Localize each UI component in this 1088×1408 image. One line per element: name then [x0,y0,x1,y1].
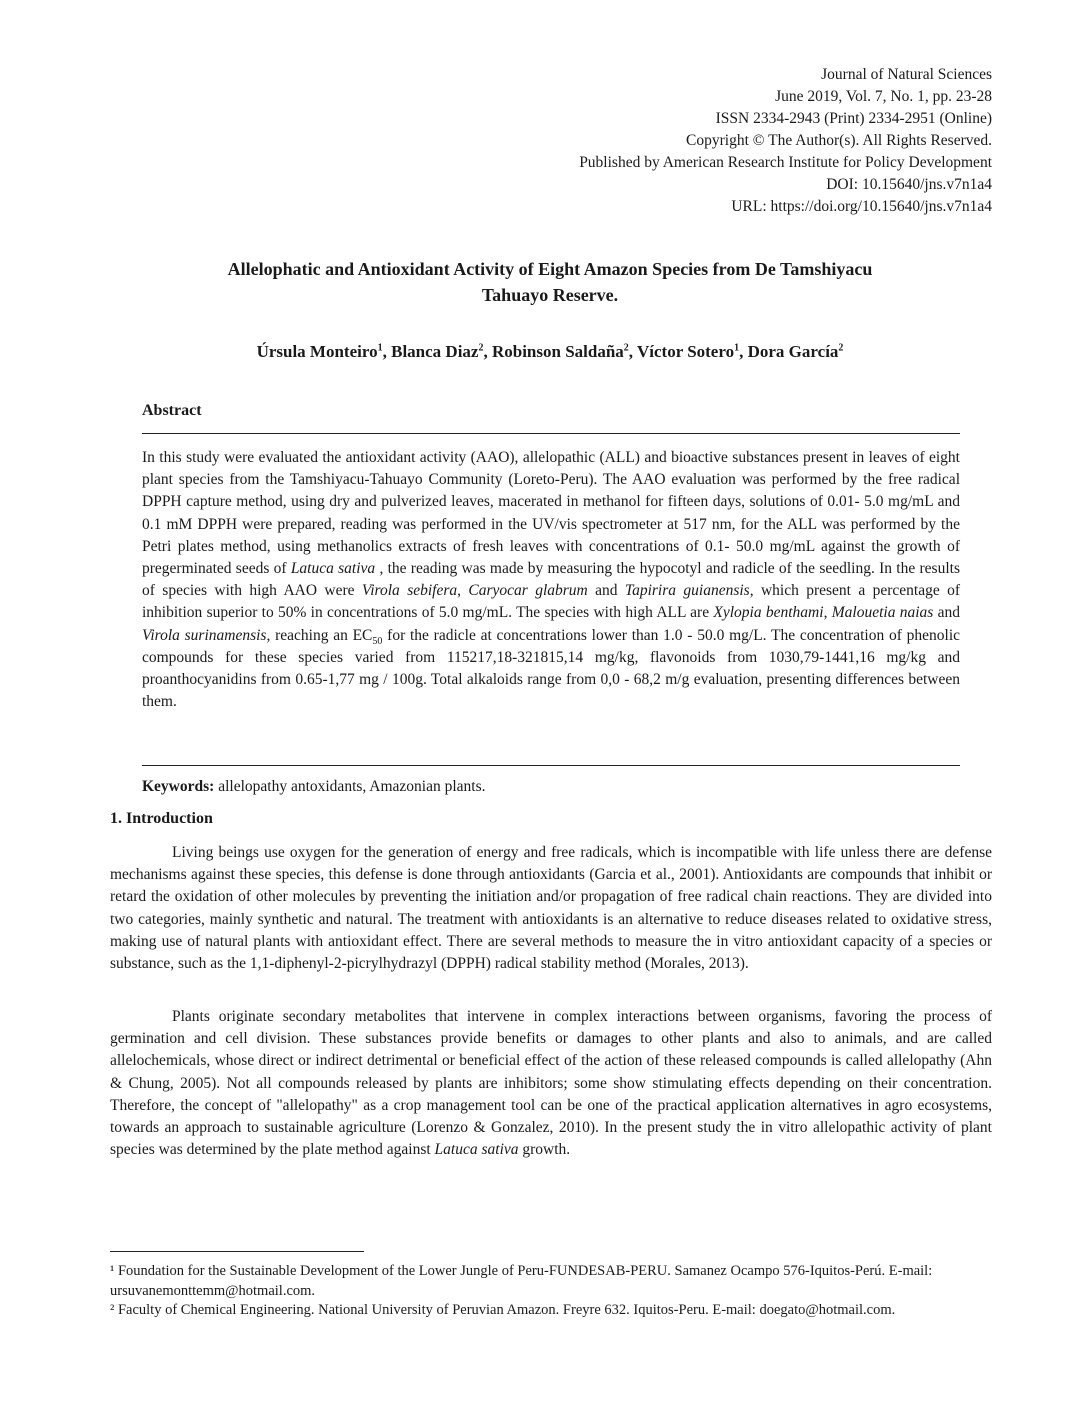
abstract-body [142,447,960,713]
journal-doi: DOI: 10.15640/jns.v7n1a4 [826,176,992,193]
paper-title [110,256,990,308]
abstract-bottom-rule [142,765,960,766]
species-name: Virola sebifera [361,582,458,600]
species-name: Malouetia naias [831,604,934,622]
author-affiliation: 1 [377,342,383,354]
keywords-label: Keywords: [142,778,215,795]
abstract-text: and [933,604,960,622]
footnote-2: ² Faculty of Chemical Engineering. National University of Peruvian Amazon. Freyre 632. Iquitos-Peru. E-mail: doegato@hotmail.com. [110,1302,896,1318]
author-affiliation: 2 [838,342,844,354]
author-affiliation: 1 [734,342,740,354]
paragraph-text: Plants originate secondary metabolites that intervene in complex interactions between organisms, favoring the process of germination and cell division. These substances provide benefits or damages to other plants and also to animals, and are called allelochemicals, whose direct or indirect detrimental or beneficial effect of the action of these released compounds is called allelopathy (Ahn & Chung, 2005). Not all compounds released by plants are inhibitors; some show stimulating effects depending on their concentration. Therefore, the concept of "allelopathy" as a crop management tool can be one of the practical application alternatives in agro ecosystems, towards an approach to sustainable agriculture (Lorenzo & Gonzalez, 2010). In the present study the in vitro allelopathic activity of plant species was determined by the plate method against [110,1008,992,1159]
abstract-heading: Abstract [142,402,202,419]
journal-header [579,64,992,218]
paper-title-line1: Allelophatic and Antioxidant Activity of Eight Amazon Species from De Tamshiyacu [227,259,873,279]
abstract-text: , [457,582,469,600]
author-affiliation: 2 [478,342,484,354]
species-name: Latuca sativa [290,560,376,578]
footnote-separator [110,1251,364,1252]
footnote-1: ¹ Foundation for the Sustainable Development of the Lower Jungle of Peru-FUNDESAB-PERU. Samanez Ocampo 576-Iquitos-Perú. E-mail: ursuvanemonttemm@hotmail.com. [110,1263,933,1299]
journal-publisher: Published by American Research Institute for Policy Development [579,154,992,171]
journal-issue: June 2019, Vol. 7, No. 1, pp. 23-28 [775,88,992,105]
species-name: Caryocar glabrum [468,582,588,600]
keywords-line [142,778,486,796]
author-name: Blanca Diaz [391,342,479,361]
author-name: Robinson Saldaña [491,342,624,361]
abstract-text: for the radicle at concentrations lower than 1.0 - 50.0 mg/L. The concentration of phenolic compounds for these species varied from 115217,18-321815,14 mg/kg, flavonoids from 1030,79-1441,16 mg/kg and proanthocyanidins from 0.65-1,77 mg / 100g. Total alkaloids range from 0,0 - 68,2 m/g evaluation, presenting differences between them. [142,626,961,711]
abstract-text: and [587,582,625,600]
species-name: Xylopia benthami [713,604,824,622]
abstract-text: In this study were evaluated the antioxidant activity (AAO), allelopathic (ALL) and bioactive substances present in leaves of eight plant species from the Tamshiyacu-Tahuayo Community (Loreto-Peru). The AAO evaluation was performed by the free radical DPPH capture method, using dry and pulverized leaves, macerated in methanol for fifteen days, solutions of 0.01- 5.0 mg/mL and 0.1 mM DPPH were prepared, reading was performed in the UV/vis spectrometer at 517 nm, for the ALL was performed by the Petri plates method, using methanolics extracts of fresh leaves with concentrations of 0.1- 50.0 mg/mL against the growth of pregerminated seeds of [142,449,960,578]
species-name: Tapirira guianensis [624,582,750,600]
abstract-text: , [823,604,832,622]
abstract-text: , the reading was made by measuring the hypocotyl and radicle of the seedling. In the results of species with high AAO were [142,560,960,600]
journal-copyright: Copyright © The Author(s). All Rights Reserved. [686,132,992,149]
footnotes [110,1262,990,1321]
author-name: Víctor Sotero [637,342,735,361]
introduction-heading: 1. Introduction [110,810,213,827]
introduction-paragraph-1: Living beings use oxygen for the generation of energy and free radicals, which is incompatible with life unless there are defense mechanisms against these species, this defense is done through antioxidants (Garcia et al., 2001). Antioxidants are compounds that inhibit or retard the oxidation of other molecules by preventing the initiation and/or propagation of free radical chain reactions. They are divided into two categories, mainly synthetic and natural. The treatment with antioxidants is an alternative to reduce diseases related to oxidative stress, making use of natural plants with antioxidant effect. There are several methods to measure the in vitro antioxidant capacity of a species or substance, such as the 1,1-diphenyl-2-picrylhydrazyl (DPPH) radical stability method (Morales, 2013). [110,844,992,973]
introduction-paragraph-2 [110,1006,992,1161]
species-name: Latuca sativa [434,1141,519,1159]
species-name: Virola surinamensis [142,626,267,644]
author-name: Úrsula Monteiro [256,342,378,361]
abstract-text: , which present a percentage of inhibition superior to 50% in concentrations of 5.0 mg/mL. The species with high ALL are [142,582,961,622]
abstract-top-rule [142,433,960,434]
paper-title-line2: Tahuayo Reserve. [481,285,619,305]
author-name: Dora García [747,342,839,361]
abstract-text: , reaching an EC [266,626,373,644]
journal-url: URL: https://doi.org/10.15640/jns.v7n1a4 [731,198,992,215]
ec-subscript: 50 [372,635,383,647]
keywords-text: allelopathy antoxidants, Amazonian plants. [214,778,486,795]
paragraph-text: growth. [518,1141,571,1159]
journal-issn: ISSN 2334-2943 (Print) 2334-2951 (Online) [715,110,992,127]
author-list: Úrsula Monteiro$^1$, Blanca Diaz$^2$, Robinson Saldaña$^2$, Víctor Sotero$^1$, Dora García$^2$ [256,342,844,361]
author-affiliation: 2 [623,342,629,354]
journal-name: Journal of Natural Sciences [821,66,992,83]
